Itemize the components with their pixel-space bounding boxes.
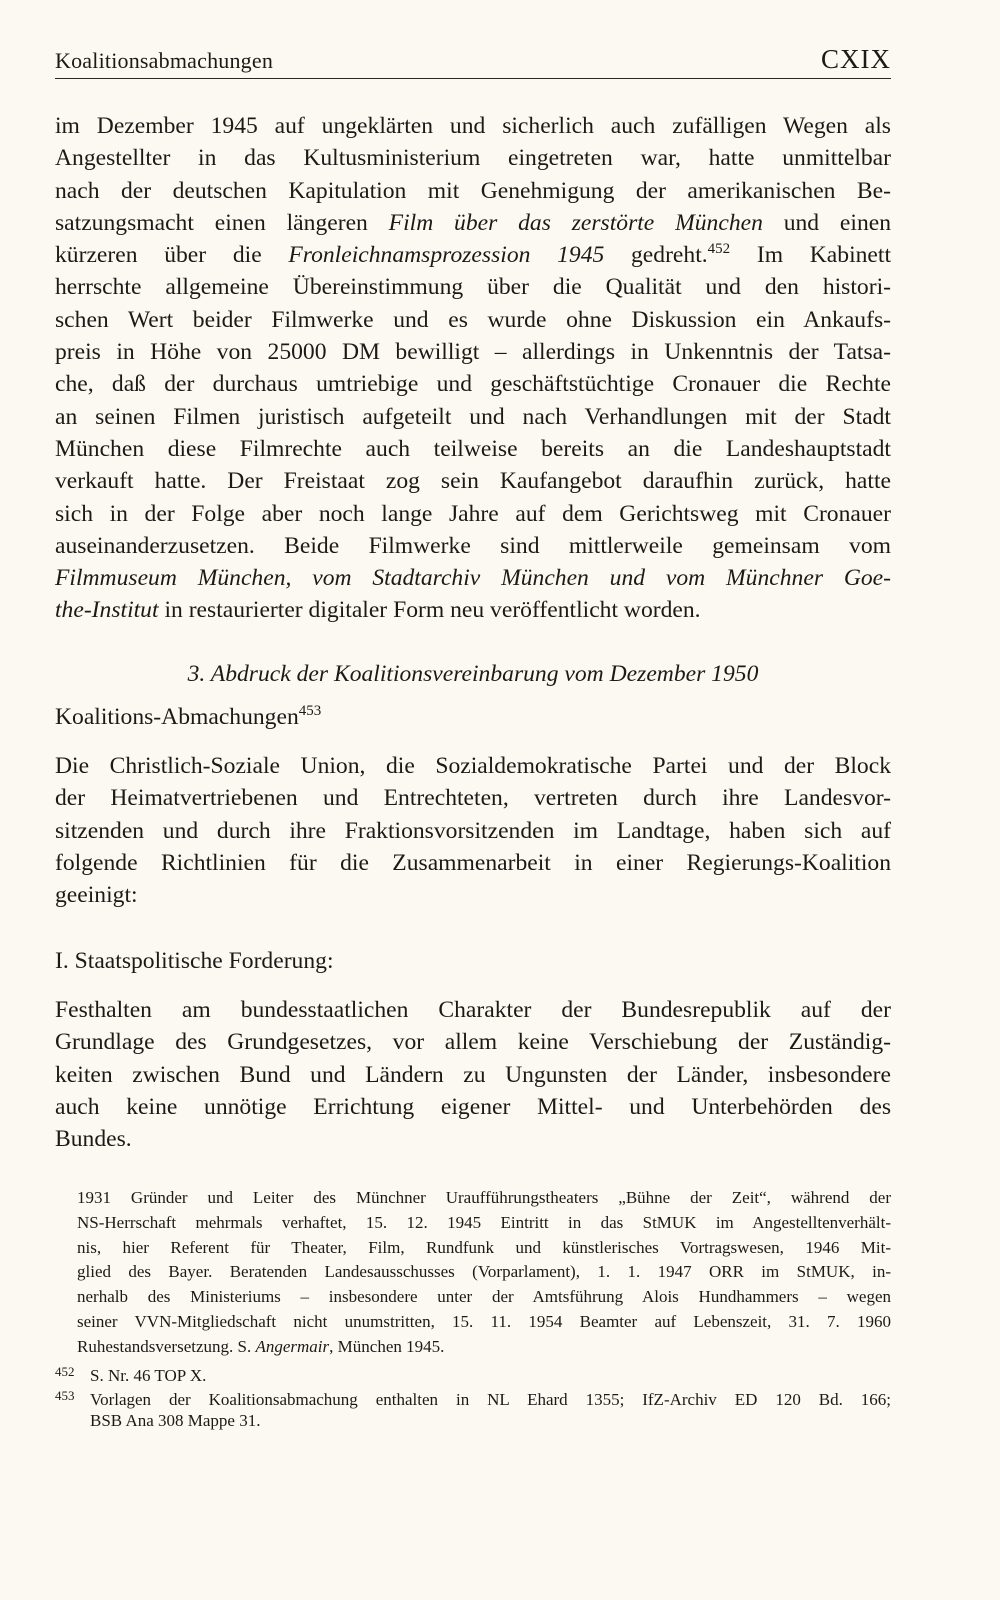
paragraph-cronauer-films	[55, 110, 891, 627]
footnote-ref-452: 452	[707, 241, 731, 258]
text-line	[55, 562, 891, 594]
footnote-line: BSB Ana 308 Mappe 31.	[90, 1411, 261, 1431]
text-line: sich in der Folge aber noch lange Jahre auf dem Gerichtsweg mit Cronauer	[55, 500, 891, 527]
footnote-line: seiner VVN-Mitgliedschaft nicht unumstritten, 15. 11. 1954 Beamter auf Lebenszeit, 31. 7. 1960	[77, 1311, 891, 1331]
text-line: satzungsmacht einen längeren Film über das zerstörte München und einen	[55, 209, 892, 236]
text-line: der Heimatvertriebenen und Entrechteten, vertreten durch ihre Landesvor-	[55, 785, 891, 812]
text-line: herrschte allgemeine Übereinstimmung über die Qualität und den histori-	[55, 274, 891, 301]
footnotes	[55, 1186, 891, 1434]
footnote-line: nis, hier Referent für Theater, Film, Rundfunk und künstlerisches Vortragswesen, 1946 Mit-	[77, 1237, 891, 1257]
text-line: auseinanderzusetzen. Beide Filmwerke sind mittlerweile gemeinsam vom	[55, 532, 891, 559]
film-title-fronleichnam: Fronleichnamsprozession 1945	[288, 242, 605, 269]
footnote-number: 452	[55, 1363, 75, 1379]
footnote-number: 453	[55, 1388, 75, 1404]
text-line: Die Christlich-Soziale Union, die Sozialdemokratische Partei und der Block	[55, 753, 891, 779]
text-line: the-Institut in restaurierter digitaler Form neu veröffentlicht worden.	[55, 597, 701, 624]
footnote-line: nerhalb des Ministeriums – insbesondere unter der Amtsführung Alois Hundhammers – wegen	[77, 1287, 891, 1307]
text-line: schen Wert beider Filmwerke und es wurde ohne Diskussion ein Ankaufs-	[55, 306, 891, 333]
text-line: che, daß der durchaus umtriebige und geschäftstüchtige Cronauer die Rechte	[55, 371, 891, 398]
text-line: kürzeren über die Fronleichnamsprozession 1945 gedreht.$^{452}$ Im Kabinett	[55, 241, 892, 269]
text-line: Angestellter in das Kultusministerium eingetreten war, hatte unmittelbar	[55, 145, 891, 172]
text-line: im Dezember 1945 auf ungeklärten und sicherlich auch zufälligen Wegen als	[55, 113, 891, 139]
paragraph-federal-character	[55, 994, 891, 1155]
text-line: geeinigt:	[55, 882, 138, 909]
author-name: Angermair	[255, 1336, 330, 1356]
footnote-line: glied des Bayer. Beratenden Landesausschusses (Vorparlament), 1. 1. 1947 ORR im StMUK, in-	[77, 1262, 891, 1282]
institution-name-goethe: the-Institut	[55, 597, 159, 624]
text-line: keiten zwischen Bund und Ländern zu Ungunsten der Länder, insbesondere	[55, 1061, 891, 1088]
footnote-452: 452 S. Nr. 46 TOP X.	[55, 1360, 891, 1385]
text-line: sitzenden und durch ihre Fraktionsvorsitzenden im Landtage, haben sich auf	[55, 817, 891, 844]
page-number: CXIX	[821, 44, 891, 74]
text-line: Bundes.	[55, 1126, 132, 1153]
section-heading: 3. Abdruck der Koalitionsvereinbarung vom Dezember 1950	[187, 661, 759, 687]
subsection-heading: I. Staatspolitische Forderung:	[55, 948, 334, 974]
text-line: folgende Richtlinien für die Zusammenarbeit in einer Regierungs-Koalition	[55, 849, 891, 876]
footnote-line: Ruhestandsversetzung. S. Angermair, München 1945.	[77, 1336, 445, 1356]
film-title-muenchen: Film über das zerstörte München	[388, 209, 763, 236]
text-line: Grundlage des Grundgesetzes, vor allem keine Verschiebung der Zuständig-	[55, 1029, 891, 1056]
text-line: an seinen Filmen juristisch aufgeteilt und nach Verhandlungen mit der Stadt	[55, 403, 891, 430]
text-line: verkauft hatte. Der Freistaat zog sein Kaufangebot daraufhin zurück, hatte	[55, 468, 891, 495]
footnote-453: 453 Vorlagen der Koalitionsabmachung enthalten in NL Ehard 1355; IfZ-Archiv ED 120 Bd. 166;	[55, 1384, 891, 1409]
text-line: preis in Höhe von 25000 DM bewilligt – allerdings in Unkenntnis der Tatsa-	[55, 339, 891, 366]
footnote-line: 1931 Gründer und Leiter des Münchner Uraufführungstheaters „Bühne der Zeit“, während der	[77, 1188, 891, 1207]
running-head: Koalitionsabmachungen	[55, 48, 274, 73]
footnote-ref-453: 453	[298, 703, 322, 719]
text-line: Festhalten am bundesstaatlichen Charakter der Bundesrepublik auf der	[55, 997, 891, 1023]
paragraph-coalition-parties	[55, 750, 891, 911]
text-line: auch keine unnötige Errichtung eigener Mittel- und Unterbehörden des	[55, 1093, 891, 1120]
footnote-line: NS-Herrschaft mehrmals verhaftet, 15. 12. 1945 Eintritt in das StMUK im Angestelltenverhält-	[77, 1212, 891, 1232]
text-line: München diese Filmrechte auch teilweise bereits an die Landeshauptstadt	[55, 435, 891, 462]
page-header	[55, 42, 891, 79]
document-title: Koalitions-Abmachungen$^{453}$	[55, 703, 322, 730]
text-line: nach der deutschen Kapitulation mit Genehmigung der amerikanischen Be-	[55, 177, 891, 204]
institution-names: Filmmuseum München, vom Stadtarchiv München und vom Münchner Goe-	[55, 565, 891, 592]
